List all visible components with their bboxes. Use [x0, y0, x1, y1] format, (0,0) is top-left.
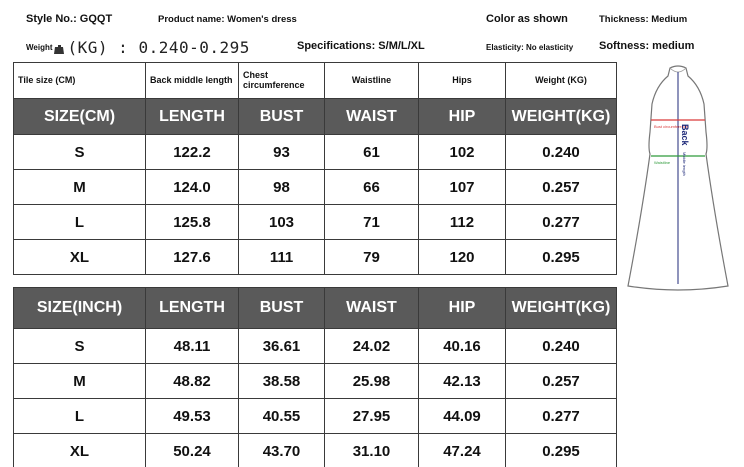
cell: 42.13: [419, 364, 506, 399]
table-row: [14, 364, 617, 399]
cm-header-size: SIZE(CM): [14, 99, 146, 135]
color-info: Color as shown: [486, 13, 568, 25]
bust-label: Bust circumference: [654, 124, 689, 129]
cell: L: [14, 205, 146, 240]
cell: 40.55: [239, 399, 325, 434]
cell: 48.11: [146, 329, 239, 364]
scale-icon: [54, 42, 65, 52]
thickness-info: Thickness: Medium: [599, 14, 688, 25]
table-row: [14, 329, 617, 364]
cm-subheader-size: Tile size (CM): [14, 63, 146, 99]
cell: 0.277: [506, 205, 617, 240]
table-row: [14, 240, 617, 275]
waist-label: Waistline: [654, 160, 671, 165]
style-number: Style No.: GQQT: [26, 13, 113, 25]
cell: 31.10: [325, 434, 419, 467]
cell: 49.53: [146, 399, 239, 434]
table-row: [14, 434, 617, 467]
dress-diagram: [624, 62, 732, 294]
cell: 25.98: [325, 364, 419, 399]
cell: XL: [14, 434, 146, 467]
weight-info: [26, 36, 250, 58]
size-chart-cm: [13, 62, 617, 275]
cm-subheader-waist: Waistline: [325, 63, 419, 99]
inch-header-hip: HIP: [419, 288, 506, 329]
inch-header-bust: BUST: [239, 288, 325, 329]
cm-subheader-hip: Hips: [419, 63, 506, 99]
cell: 107: [419, 170, 506, 205]
cell: L: [14, 399, 146, 434]
cell: 0.240: [506, 329, 617, 364]
cm-subheader-length: Back middle length: [146, 63, 239, 99]
inch-header-weight: WEIGHT(KG): [506, 288, 617, 329]
cell: 102: [419, 135, 506, 170]
specifications-info: Specifications: S/M/L/XL: [297, 40, 425, 52]
cell: 93: [239, 135, 325, 170]
cell: 122.2: [146, 135, 239, 170]
table-row: [14, 135, 617, 170]
cell: 0.277: [506, 399, 617, 434]
cell: 48.82: [146, 364, 239, 399]
cell: 43.70: [239, 434, 325, 467]
cm-header-row: [14, 99, 617, 135]
cm-header-bust: BUST: [239, 99, 325, 135]
cell: 36.61: [239, 329, 325, 364]
cm-header-hip: HIP: [419, 99, 506, 135]
cm-header-waist: WAIST: [325, 99, 419, 135]
cell: 0.295: [506, 240, 617, 275]
cell: 61: [325, 135, 419, 170]
cell: S: [14, 135, 146, 170]
cm-subheader-weight: Weight (KG): [506, 63, 617, 99]
cell: 112: [419, 205, 506, 240]
cell: 125.8: [146, 205, 239, 240]
cell: 120: [419, 240, 506, 275]
cell: XL: [14, 240, 146, 275]
cell: 103: [239, 205, 325, 240]
cm-header-weight: WEIGHT(KG): [506, 99, 617, 135]
table-row: [14, 205, 617, 240]
elasticity-info: Elasticity: No elasticity: [486, 43, 574, 52]
inch-header-size: SIZE(INCH): [14, 288, 146, 329]
inch-header-length: LENGTH: [146, 288, 239, 329]
weight-label: Weight: [26, 42, 53, 52]
cell: 38.58: [239, 364, 325, 399]
cm-subheader-bust: Chest circumference: [239, 63, 325, 99]
cell: 124.0: [146, 170, 239, 205]
cell: 40.16: [419, 329, 506, 364]
cell: 98: [239, 170, 325, 205]
cell: 44.09: [419, 399, 506, 434]
size-chart-inch: [13, 287, 617, 467]
cell: 127.6: [146, 240, 239, 275]
cell: 0.240: [506, 135, 617, 170]
cell: 50.24: [146, 434, 239, 467]
cell: M: [14, 364, 146, 399]
cell: 66: [325, 170, 419, 205]
cell: M: [14, 170, 146, 205]
back-length-sublabel: Middle length: [682, 152, 687, 176]
softness-info: Softness: medium: [599, 40, 695, 52]
table-row: [14, 170, 617, 205]
cell: 27.95: [325, 399, 419, 434]
cm-subheader-row: [14, 63, 617, 99]
table-row: [14, 399, 617, 434]
cell: 0.295: [506, 434, 617, 467]
back-length-label: Back: [680, 124, 690, 146]
cell: 111: [239, 240, 325, 275]
inch-header-row: [14, 288, 617, 329]
product-name: Product name: Women's dress: [158, 14, 297, 25]
cell: S: [14, 329, 146, 364]
cm-header-length: LENGTH: [146, 99, 239, 135]
inch-header-waist: WAIST: [325, 288, 419, 329]
weight-value: (KG) : 0.240-0.295: [67, 37, 250, 57]
cell: 24.02: [325, 329, 419, 364]
cell: 0.257: [506, 364, 617, 399]
cell: 71: [325, 205, 419, 240]
cell: 47.24: [419, 434, 506, 467]
cell: 79: [325, 240, 419, 275]
cell: 0.257: [506, 170, 617, 205]
